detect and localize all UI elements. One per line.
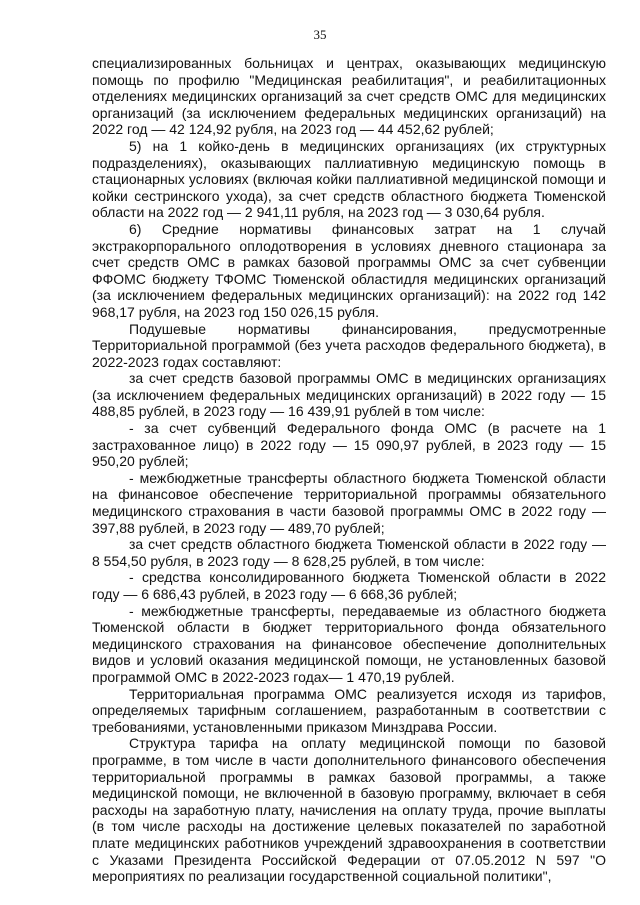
paragraph: Территориальная программа ОМС реализуется исходя из тарифов, определяемых тарифным соглашением, разработанным в соответствии с требованиями, установленными приказом Минздрава России. — [92, 685, 606, 735]
paragraph: специализированных больницах и центрах, оказывающих медицинскую помощь по профилю "Медицинская реабилитация", и реабилитационных отделениях медицинских организаций за счет средств ОМС для медицинских организаций (за исключением федеральных медицинских организаций) на 2022 год — 42 124,92 рубля, на 2023 год — 44 452,62 рублей; — [92, 55, 606, 138]
paragraph: 5) на 1 койко-день в медицинских организациях (их структурных подразделениях), оказывающих паллиативную медицинскую помощь в стационарных условиях (включая койки паллиативной медицинской помощи и койки сестринского ухода), за счет средств областного бюджета Тюменской области на 2022 год — 2 941,11 рубля, на 2023 год — 3 030,64 рубля. — [92, 137, 606, 221]
paragraph: Структура тарифа на оплату медицинской помощи по базовой программе, в том числе в части дополнительного финансового обеспечения территориальной программы в рамках базовой программы, а также медицинской помощи, не включенной в базовую программу, включает в себя расходы на заработную плату, начисления на оплату труда, прочие выплаты (в том числе расходы на достижение целевых показателей по заработной плате медицинских работников учреждений здравоохранения в соответствии с Указами Президента Российской Федерации от 07.05.2012 N 597 "О мероприятиях по реализации государственной социальной политики", — [92, 735, 606, 885]
paragraph: 6) Средние нормативы финансовых затрат на 1 случай экстракорпорального оплодотворения в условиях дневного стационара за счет средств ОМС в рамках базовой программы ОМС за счет субвенции ФФОМС бюджету ТФОМС Тюменской областидля медицинских организаций (за исключением федеральных медицинских организаций): на 2022 год 142 968,17 рубля, на 2023 год 150 026,15 рубля. — [92, 220, 606, 320]
page-number: 35 — [313, 27, 327, 42]
paragraph: за счет средств базовой программы ОМС в медицинских организациях (за исключением федеральных медицинских организаций) в 2022 году — 15 488,85 рублей, в 2023 году — 16 439,91 рублей в том числе: — [92, 370, 606, 420]
paragraph: - за счет субвенций Федерального фонда ОМС (в расчете на 1 застрахованное лицо) в 2022 году — 15 090,97 рублей, в 2023 году — 15 950,20 рублей; — [92, 420, 606, 470]
paragraph: за счет средств областного бюджета Тюменской области в 2022 году — 8 554,50 рубля, в 2023 году — 8 628,25 рублей, в том числе: — [92, 536, 606, 569]
paragraph: Подушевые нормативы финансирования, предусмотренные Территориальной программой (без учета расходов федерального бюджета), в 2022-2023 годах составляют: — [92, 320, 606, 370]
paragraph: - межбюджетные трансферты областного бюджета Тюменской области на финансовое обеспечение территориальной программы обязательного медицинского страхования в части базовой программы ОМС в 2022 году — 397,88 рублей, в 2023 году — 489,70 рублей; — [92, 469, 606, 536]
document-body — [92, 55, 606, 885]
paragraph: - средства консолидированного бюджета Тюменской области в 2022 году — 6 686,43 рублей, в 2023 году — 6 668,36 рублей; — [92, 569, 606, 602]
paragraph: - межбюджетные трансферты, передаваемые из областного бюджета Тюменской области в бюджет территориального фонда обязательного медицинского страхования на финансовое обеспечение дополнительных видов и условий оказания медицинской помощи, не установленных базовой программой ОМС в 2022-2023 годах— 1 470,19 рублей. — [92, 602, 606, 685]
